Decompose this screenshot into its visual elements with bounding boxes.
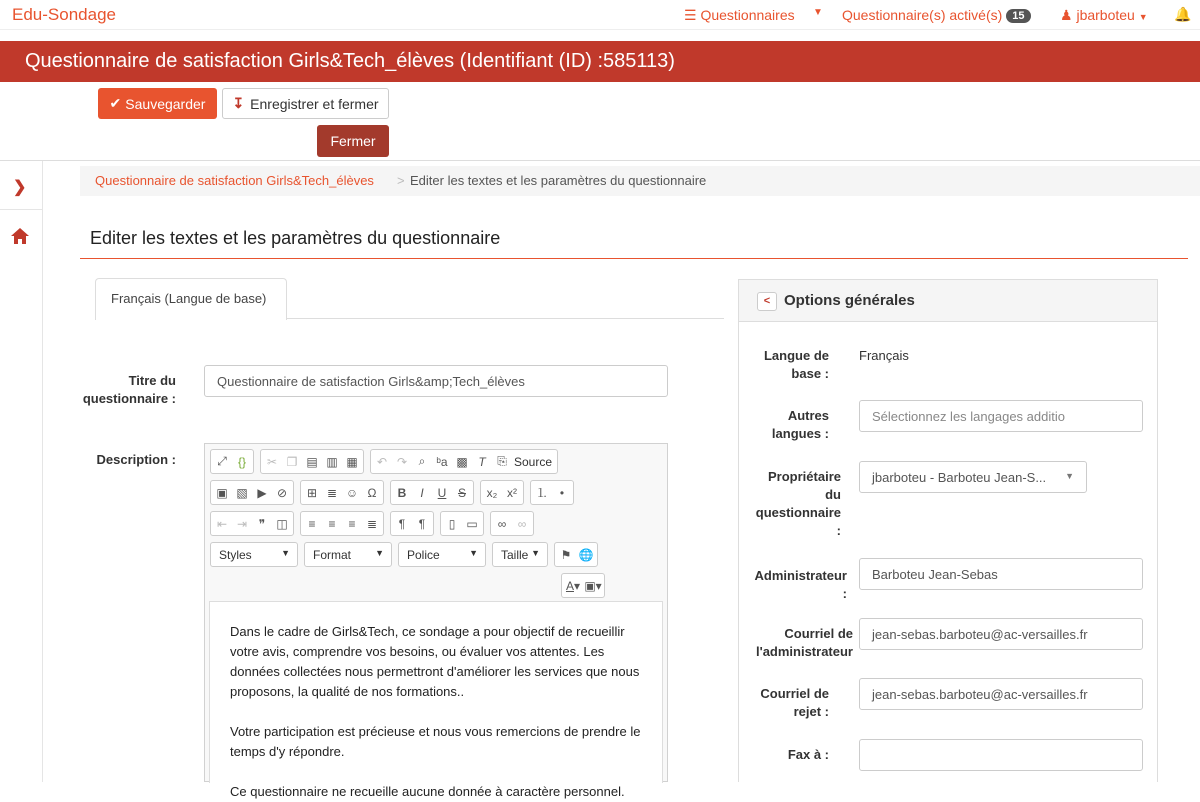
title-label: Titre du questionnaire : — [82, 373, 176, 406]
brand-link[interactable]: Edu-Sondage — [12, 5, 116, 24]
editor-text — [230, 622, 645, 802]
admin-label: Administrateur : — [754, 568, 847, 601]
underline-icon[interactable]: U — [437, 485, 447, 500]
cut-icon[interactable]: ✂ — [266, 454, 278, 469]
fax-label: Fax à : — [787, 747, 829, 762]
chevron-right-icon[interactable]: ❯ — [13, 179, 27, 196]
user-icon: ♟ — [1060, 7, 1073, 23]
caret-down-icon: ▼ — [1138, 12, 1148, 22]
check-icon: ✔ — [109, 95, 122, 111]
toolbar-row-4 — [210, 542, 598, 567]
chevron-left-icon[interactable]: < — [757, 292, 777, 311]
close-label: Fermer — [330, 133, 376, 149]
align-center-icon[interactable]: ≡ — [328, 516, 336, 531]
paste-word-icon[interactable]: ▦ — [346, 454, 358, 469]
language-icon[interactable]: 🌐 — [578, 547, 594, 562]
breadcrumb-current: Editer les textes et les paramètres du questionnaire — [410, 173, 707, 188]
format-label: Format — [313, 548, 352, 562]
breadcrumb — [80, 166, 1200, 196]
numbered-list-icon[interactable]: ⒈ — [535, 486, 548, 500]
bounce-email-label: Courriel de rejet : — [760, 686, 829, 719]
divider — [0, 160, 1200, 161]
superscript-icon[interactable]: x² — [507, 485, 517, 500]
divider — [0, 209, 43, 210]
questionnaires-menu[interactable] — [684, 7, 795, 24]
close-button[interactable] — [317, 125, 389, 157]
bulleted-list-icon[interactable]: • — [559, 485, 565, 500]
section-heading: Editer les textes et les paramètres du questionnaire — [90, 228, 501, 248]
paste-text-icon[interactable]: ▥ — [326, 454, 338, 469]
image-icon[interactable]: ▣ — [216, 485, 228, 500]
save-button[interactable] — [98, 88, 217, 119]
user-menu[interactable] — [1060, 7, 1148, 24]
save-icon: ↧ — [232, 95, 245, 111]
general-options-panel — [738, 279, 1158, 782]
questionnaire-title-bar — [0, 41, 1200, 82]
title-input[interactable]: Questionnaire de satisfaction Girls&amp;Tech_élèves — [204, 365, 668, 397]
text-color-icon[interactable]: A ▾ — [565, 578, 581, 593]
home-icon[interactable] — [10, 227, 30, 248]
tab-french[interactable] — [95, 278, 287, 320]
preview-icon[interactable]: ▭ — [466, 516, 478, 531]
admin-email-label: Courriel de l'administrateur — [755, 626, 853, 659]
active-questionnaires-label: Questionnaire(s) activé(s) — [842, 7, 1003, 23]
template-icon[interactable]: {} — [237, 454, 246, 469]
breadcrumb-separator: > — [397, 173, 405, 188]
iframe-icon[interactable]: ⊘ — [276, 485, 288, 500]
active-count-badge: 15 — [1006, 9, 1030, 23]
select-all-icon[interactable]: ▩ — [456, 454, 468, 469]
bg-color-icon[interactable]: ▣▾ — [584, 578, 602, 593]
show-blocks-icon[interactable]: ▯ — [448, 516, 456, 531]
size-dropdown[interactable]: Taille ▼ — [492, 542, 548, 567]
redo-icon[interactable]: ↷ — [396, 454, 408, 469]
owner-select[interactable] — [859, 461, 1087, 493]
active-questionnaires-link[interactable] — [842, 7, 1031, 23]
heading-underline — [80, 258, 1188, 259]
other-languages-input[interactable]: Sélectionnez les langages additio — [859, 400, 1143, 432]
align-right-icon[interactable]: ≡ — [348, 516, 356, 531]
horizontal-rule-icon[interactable]: ≣ — [326, 485, 338, 500]
editor-content-area[interactable] — [209, 601, 663, 799]
top-navbar — [0, 0, 1200, 30]
questionnaires-label: Questionnaires — [700, 7, 795, 23]
source-icon[interactable]: ⎘ — [497, 454, 507, 468]
div-icon[interactable]: ◫ — [276, 516, 288, 531]
font-label: Police — [407, 548, 440, 562]
base-language-value: Français — [859, 348, 909, 363]
smiley-icon[interactable]: ☺ — [345, 485, 359, 500]
save-and-close-button[interactable] — [222, 88, 389, 119]
description-label: Description : — [96, 452, 176, 467]
maximize-icon[interactable]: ⤢ — [217, 454, 227, 468]
user-name: jbarboteu — [1076, 7, 1135, 23]
breadcrumb-link-questionnaire[interactable]: Questionnaire de satisfaction Girls&Tech_élèves — [95, 173, 374, 188]
toolbar-row-5 — [561, 573, 605, 598]
editor-paragraph: Dans le cadre de Girls&Tech, ce sondage a pour objectif de recueillir votre avis, comprendre vos besoins, ou évaluer vos attentes. Les données collectées nous permettront d'améliorer les services que nous proposons, la qualité de nos formations.. — [230, 624, 640, 699]
styles-label: Styles — [219, 548, 252, 562]
editor-paragraph: Votre participation est précieuse et nous vous remercions de prendre le temps d'y répondre. — [230, 724, 641, 759]
panel-header — [739, 280, 1157, 322]
other-languages-label: Autres langues : — [771, 408, 829, 441]
toolbar-row-2 — [210, 480, 574, 505]
blockquote-icon[interactable]: ❞ — [258, 516, 266, 531]
owner-value: jbarboteu - Barboteu Jean-S... — [872, 470, 1047, 485]
special-char-icon[interactable]: Ω — [367, 485, 377, 500]
size-label: Taille — [501, 548, 529, 562]
page-title: Questionnaire de satisfaction Girls&Tech_élèves (Identifiant (ID) :585113) — [25, 50, 675, 72]
sidebar — [0, 161, 43, 782]
rtl-icon[interactable]: ¶ — [418, 516, 426, 531]
strike-icon[interactable]: S — [457, 485, 466, 500]
youtube-icon[interactable]: ▶ — [257, 485, 267, 500]
undo-icon[interactable]: ↶ — [376, 454, 388, 469]
tab-label: Français (Langue de base) — [111, 291, 267, 306]
admin-email-input[interactable]: jean-sebas.barboteu@ac-versailles.fr — [859, 618, 1143, 650]
font-dropdown[interactable]: Police ▼ — [398, 542, 486, 567]
link-icon[interactable]: ∞ — [497, 516, 507, 531]
save-and-close-label: Enregistrer et fermer — [250, 95, 379, 112]
base-language-label: Langue de base : — [763, 348, 829, 381]
replace-icon[interactable]: ᵇa — [436, 454, 448, 469]
styles-dropdown[interactable]: Styles ▼ — [210, 542, 298, 567]
bold-icon[interactable]: B — [397, 485, 407, 500]
copy-icon[interactable]: ❐ — [286, 454, 298, 469]
admin-input[interactable]: Barboteu Jean-Sebas — [859, 558, 1143, 590]
ltr-icon[interactable]: ¶ — [398, 516, 406, 531]
caret-down-icon: ▼ — [1065, 471, 1074, 481]
bounce-email-input[interactable]: jean-sebas.barboteu@ac-versailles.fr — [859, 678, 1143, 710]
save-label: Sauvegarder — [125, 95, 206, 112]
owner-label: Propriétaire du questionnaire : — [755, 469, 841, 538]
unlink-icon[interactable]: ∞ — [517, 516, 527, 531]
toolbar-row-3 — [210, 511, 534, 536]
align-left-icon[interactable]: ≡ — [308, 516, 316, 531]
flash-icon[interactable]: ▧ — [236, 485, 248, 500]
italic-icon[interactable]: I — [420, 485, 424, 500]
tab-baseline — [287, 318, 724, 319]
fax-input[interactable] — [859, 739, 1143, 771]
source-button[interactable]: Source — [514, 454, 553, 469]
format-dropdown[interactable]: Format ▼ — [304, 542, 392, 567]
caret-down-icon[interactable]: ▼ — [813, 7, 823, 18]
editor-paragraph: Ce questionnaire ne recueille aucune donnée à caractère personnel. — [230, 784, 625, 799]
indent-icon[interactable]: ⇥ — [236, 516, 248, 531]
outdent-icon[interactable]: ⇤ — [216, 516, 228, 531]
list-icon: ☰ — [684, 7, 697, 23]
align-justify-icon[interactable]: ≣ — [366, 516, 378, 531]
paste-icon[interactable]: ▤ — [306, 454, 318, 469]
flag-icon[interactable]: ⚑ — [560, 547, 572, 562]
subscript-icon[interactable]: x₂ — [486, 485, 498, 500]
find-icon[interactable]: ⌕ — [418, 454, 426, 468]
toolbar-row-1 — [210, 449, 558, 474]
table-icon[interactable]: ⊞ — [306, 485, 318, 500]
description-editor — [204, 443, 668, 799]
bell-icon[interactable]: 🔔 — [1174, 6, 1192, 22]
panel-title: Options générales — [784, 292, 915, 309]
remove-format-icon[interactable]: T — [478, 454, 486, 469]
